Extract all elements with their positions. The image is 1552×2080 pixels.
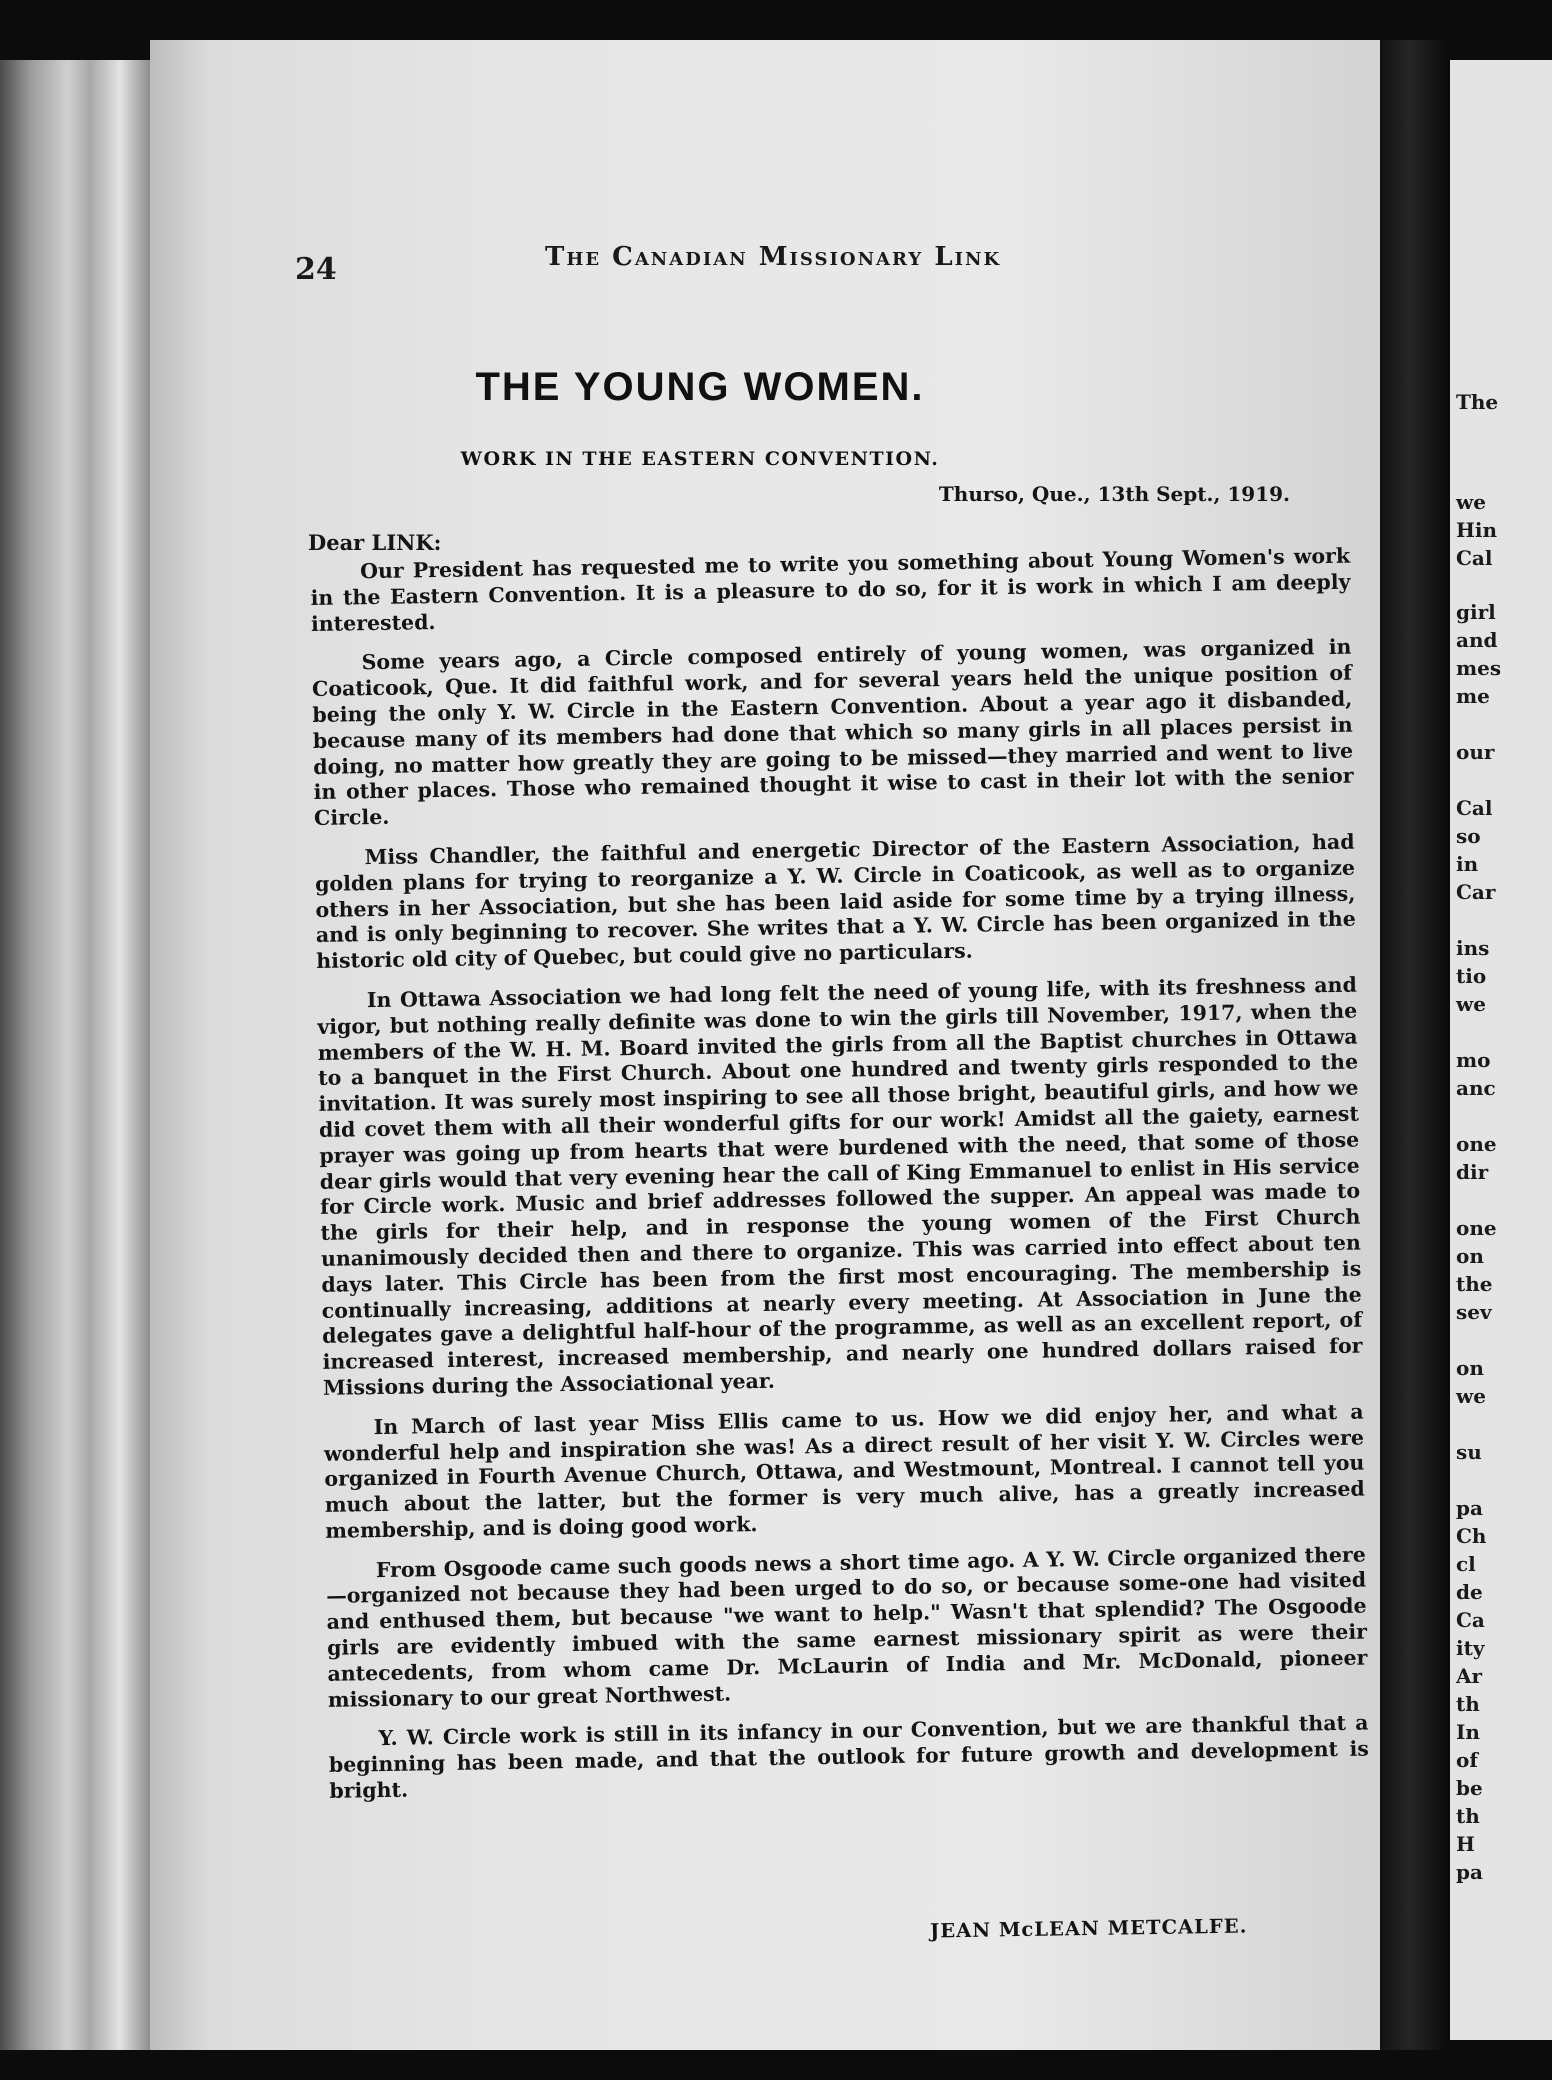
adjacent-page-fragment: Cal: [1456, 796, 1493, 820]
adjacent-page-fragment: our: [1456, 740, 1495, 764]
adjacent-page-fragment: in: [1456, 852, 1479, 876]
adjacent-page-fragment: Cal: [1456, 546, 1493, 570]
page-number: 24: [295, 252, 337, 287]
paragraph: From Osgoode came such goods news a short time ago. A Y. W. Circle organized there—organized not because they had been urged to do so, or because some-one had visited and enthused them, but because "we want to help." Wasn't that splendid? The Osgoode girls are evidently imbued with the same earnest missionary spirit as were their antecedents, from whom came Dr. McLaurin of India and Mr. McDonald, pioneer missionary to our great Northwest.: [326, 1542, 1368, 1712]
signature: JEAN McLEAN METCALFE.: [929, 1914, 1248, 1943]
dateline: Thurso, Que., 13th Sept., 1919.: [938, 482, 1290, 506]
adjacent-page-fragment: H: [1456, 1832, 1475, 1856]
adjacent-page-fragment: mo: [1456, 1048, 1491, 1072]
adjacent-page-fragment: In: [1456, 1720, 1480, 1744]
adjacent-page: [1450, 60, 1552, 2040]
adjacent-page-fragment: Ar: [1456, 1664, 1483, 1688]
adjacent-page-fragment: of: [1456, 1748, 1478, 1772]
paragraph: Some years ago, a Circle composed entirely of young women, was organized in Coaticook, Que. It did faithful work, and for several years held the unique position of being the only Y. W. Circle in the Eastern Convention. About a year ago it disbanded, because many of its members had done that which so many girls in all places persist in doing, no matter how greatly they are going to be missed—they married and went to live in other places. Those who remained thought it wise to cast in their lot with the senior Circle.: [311, 635, 1354, 831]
article-subtitle: WORK IN THE EASTERN CONVENTION.: [460, 448, 940, 470]
adjacent-page-fragment: ins: [1456, 936, 1490, 960]
adjacent-page-fragment: Ch: [1456, 1524, 1487, 1548]
adjacent-page-fragment: the: [1456, 1272, 1493, 1296]
paragraph: In Ottawa Association we had long felt the need of young life, with its freshness and vigor, but nothing really definite was done to win the girls till November, 1917, when the members of the W. H. M. Board invited the girls from all the Baptist churches in Ottawa to a banquet in the First Church. About one hundred and twenty girls responded to the invitation. It was surely most inspiring to see all those bright, beautiful girls, and how we did covet them with all their wonderful gifts for our work! Amidst all the gaiety, earnest prayer was going up from hearts that were burdened with the need, that some of those dear girls would that very evening hear the call of King Emmanuel to enlist in His service for Circle work. Music and brief addresses followed the supper. An appeal was made to the girls for their help, and in response the young women of the First Church unanimously decided then and there to organize. This was carried into effect about ten days later. This Circle has been from the first most encouraging. The membership is continually increasing, additions at nearly every meeting. At Association in June the delegates gave a delightful half-hour of the programme, as well as an excellent report, of increased interest, increased membership, and nearly one hundred dollars raised for Missions during the Associational year.: [317, 972, 1363, 1400]
adjacent-page-fragment: anc: [1456, 1076, 1496, 1100]
adjacent-page-fragment: su: [1456, 1440, 1482, 1464]
adjacent-page-fragment: me: [1456, 684, 1490, 708]
adjacent-page-fragment: girl: [1456, 600, 1496, 624]
paragraph: Miss Chandler, the faithful and energetic Director of the Eastern Association, had golden plans for trying to reorganize a Y. W. Circle in Coaticook, as well as to organize others in her Association, but she has been laid aside for some time by a trying illness, and is only beginning to recover. She writes that a Y. W. Circle has been organized in the historic old city of Quebec, but could give no particulars.: [314, 829, 1356, 974]
adjacent-page-fragment: and: [1456, 628, 1498, 652]
adjacent-page-fragment: be: [1456, 1776, 1483, 1800]
adjacent-page-fragment: The: [1456, 390, 1499, 414]
paragraph: Our President has requested me to write you something about Young Women's work in the Eastern Convention. It is a pleasure to do so, for it is work in which I am deeply interested.: [310, 543, 1351, 636]
adjacent-page-fragment: cl: [1456, 1552, 1476, 1576]
adjacent-page-fragment: we: [1456, 992, 1486, 1016]
paragraph: Y. W. Circle work is still in its infancy in our Convention, but we are thankful that a beginning has been made, and that the outlook for future growth and development is bright.: [328, 1710, 1369, 1803]
adjacent-page-fragment: ity: [1456, 1636, 1485, 1660]
adjacent-page-fragment: th: [1456, 1804, 1480, 1828]
adjacent-page-fragment: Hin: [1456, 518, 1498, 542]
adjacent-page-fragment: on: [1456, 1244, 1484, 1268]
adjacent-page-fragment: pa: [1456, 1860, 1483, 1884]
adjacent-page-fragment: we: [1456, 1384, 1486, 1408]
adjacent-page-fragment: mes: [1456, 656, 1502, 680]
adjacent-page-fragment: dir: [1456, 1160, 1489, 1184]
adjacent-page-fragment: de: [1456, 1580, 1483, 1604]
adjacent-page-fragment: so: [1456, 824, 1481, 848]
book-gutter: [1380, 40, 1450, 2050]
article-title: THE YOUNG WOMEN.: [475, 365, 925, 409]
running-title: The Canadian Missionary Link: [545, 242, 1002, 272]
salutation: Dear LINK:: [308, 530, 442, 555]
adjacent-page-fragment: Ca: [1456, 1608, 1485, 1632]
paragraph: In March of last year Miss Ellis came to us. How we did enjoy her, and what a wonderful help and inspiration she was! As a direct result of her visit Y. W. Circles were organized in Fourth Avenue Church, Ottawa, and Westmount, Montreal. I cannot tell you much about the latter, but the former is very much alive, has a greatly increased membership, and is doing good work.: [323, 1399, 1365, 1543]
adjacent-page-fragment: Car: [1456, 880, 1496, 904]
adjacent-page-fragment: tio: [1456, 964, 1487, 988]
article-body: [310, 544, 1370, 1819]
adjacent-page-fragment: pa: [1456, 1496, 1483, 1520]
page-header: [295, 232, 1295, 287]
adjacent-page-fragment: th: [1456, 1692, 1480, 1716]
adjacent-page-fragment: sev: [1456, 1300, 1492, 1324]
adjacent-page-fragment: we: [1456, 490, 1486, 514]
book-left-edge: [0, 60, 150, 2050]
adjacent-page-fragment: one: [1456, 1132, 1497, 1156]
adjacent-page-fragment: on: [1456, 1356, 1484, 1380]
adjacent-page-fragment: one: [1456, 1216, 1497, 1240]
